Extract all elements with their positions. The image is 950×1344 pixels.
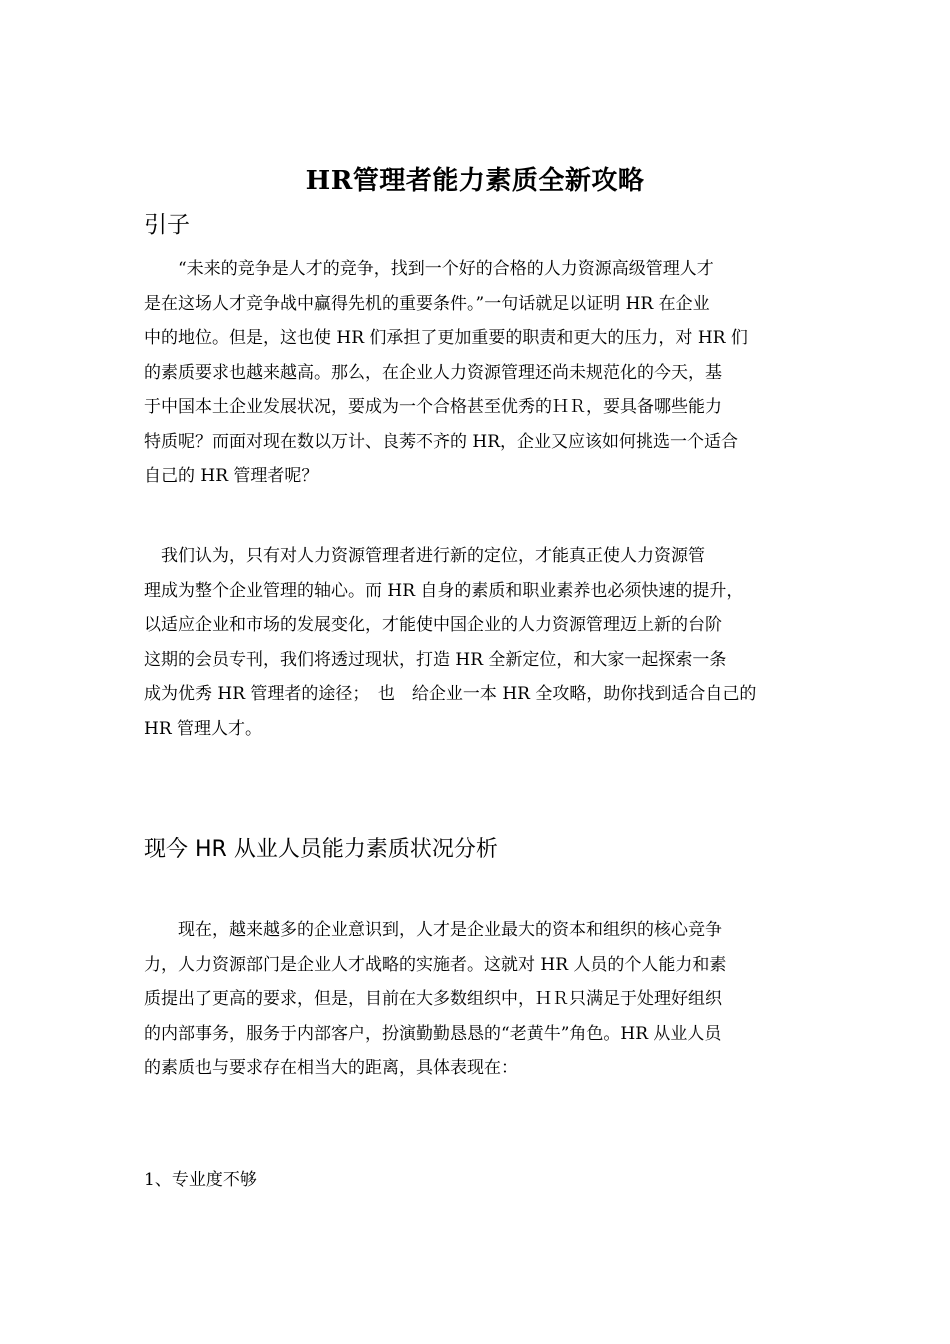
- intro-paragraph-2: [144, 539, 824, 746]
- analysis-paragraph-1: [144, 913, 824, 1086]
- paragraph-line: 质提出了更高的要求，但是，目前在大多数组织中，ＨＲ只满足于处理好组织: [144, 989, 722, 1009]
- document-title: HR管理者能力素质全新攻略: [305, 166, 645, 196]
- paragraph-line: 这期的会员专刊，我们将透过现状，打造 HR 全新定位，和大家一起探索一条: [144, 649, 727, 670]
- paragraph-line: 特质呢？而面对现在数以万计、良莠不齐的 HR，企业又应该如何挑选一个适合: [144, 431, 739, 452]
- paragraph-line: 以适应企业和市场的发展变化，才能使中国企业的人力资源管理迈上新的台阶: [144, 615, 722, 635]
- list-item-professionalism: 1、专业度不够: [144, 1170, 257, 1190]
- paragraph-line: 的素质要求也越来越高。那么，在企业人力资源管理还尚未规范化的今天，基: [144, 362, 722, 383]
- paragraph-line: 于中国本土企业发展状况，要成为一个合格甚至优秀的ＨＲ，要具备哪些能力: [144, 397, 722, 417]
- paragraph-line: 现在，越来越多的企业意识到，人才是企业最大的资本和组织的核心竞争: [144, 920, 722, 940]
- paragraph-line: 自己的 HR 管理者呢？: [144, 466, 319, 486]
- paragraph-line: HR 管理人才。: [144, 718, 263, 739]
- paragraph-line: 我们认为，只有对人力资源管理者进行新的定位，才能真正使人力资源管: [144, 546, 705, 566]
- paragraph-line: 理成为整个企业管理的轴心。而 HR 自身的素质和职业素养也必须快速的提升，: [144, 580, 744, 601]
- paragraph-line: 中的地位。但是，这也使 HR 们承担了更加重要的职责和更大的压力，对 HR 们: [144, 328, 748, 348]
- paragraph-line: 成为优秀 HR 管理者的途径； 也 给企业一本 HR 全攻略，助你找到适合自己的: [144, 684, 757, 704]
- paragraph-line: “未来的竞争是人才的竞争，找到一个好的合格的人力资源高级管理人才: [144, 259, 714, 279]
- section-heading-intro: 引子: [144, 212, 190, 238]
- paragraph-line: 力，人力资源部门是企业人才战略的实施者。这就对 HR 人员的个人能力和素: [144, 954, 727, 975]
- paragraph-line: 的内部事务，服务于内部客户，扮演勤勤恳恳的“老黄牛”角色。HR 从业人员: [144, 1023, 722, 1044]
- section-heading-analysis: 现今 HR 从业人员能力素质状况分析: [144, 837, 498, 862]
- paragraph-line: 是在这场人才竞争战中赢得先机的重要条件。”一句话就足以证明 HR 在企业: [144, 293, 710, 314]
- paragraph-line: 的素质也与要求存在相当大的距离，具体表现在：: [144, 1058, 518, 1078]
- intro-paragraph-1: [144, 252, 824, 494]
